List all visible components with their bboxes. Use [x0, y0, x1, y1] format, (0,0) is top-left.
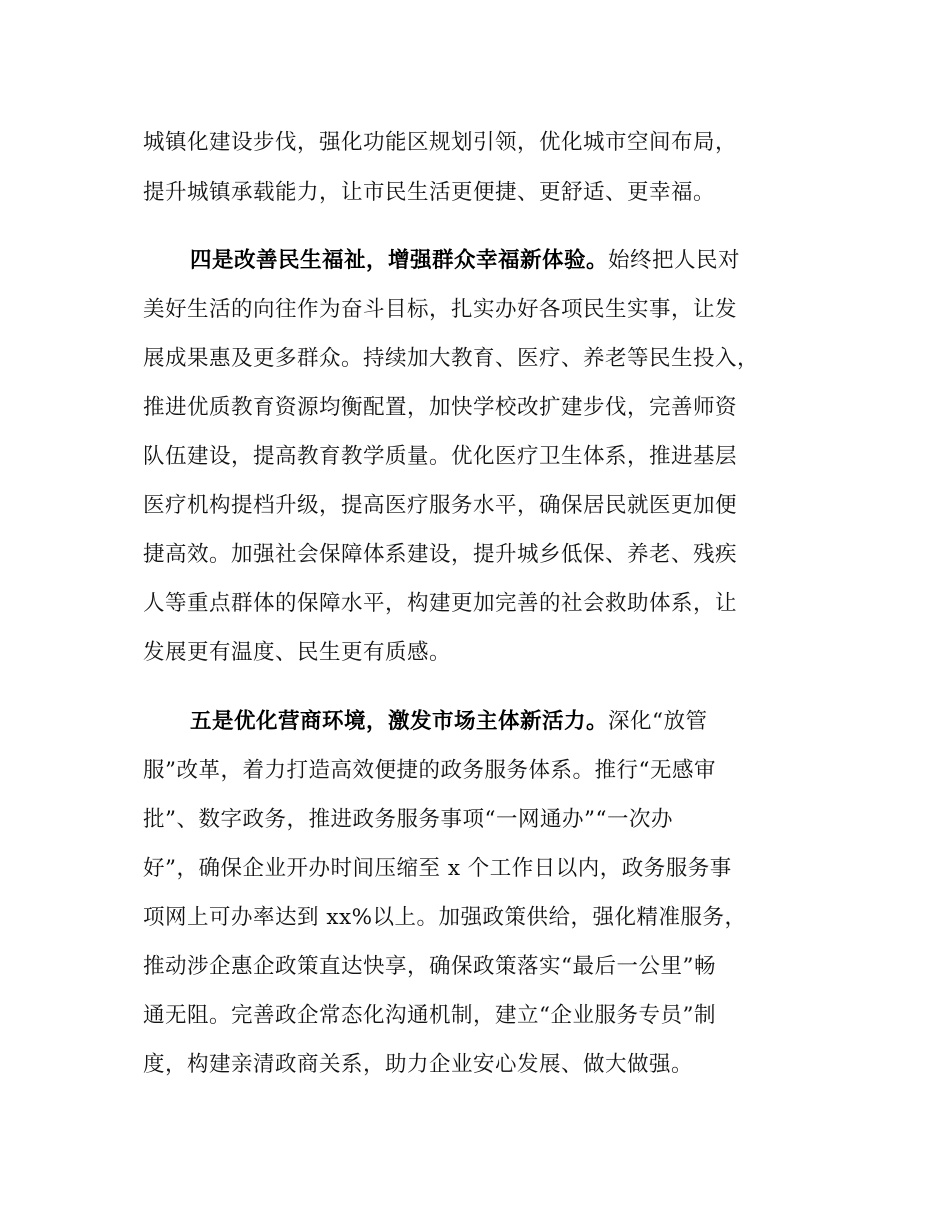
paragraph-4-first-line-rest: 始终把人民对 [608, 248, 741, 273]
text-line: 捷高效。加强社会保障体系建设，提升城乡低保、养老、残疾 [143, 542, 738, 567]
text-line: 发展更有温度、民生更有质感。 [143, 640, 452, 665]
text-line: 通无阻。完善政企常态化沟通机制，建立“企业服务专员”制 [143, 1003, 716, 1028]
text-line: 人等重点群体的保障水平，构建更加完善的社会救助体系，让 [143, 591, 738, 616]
text-line: 美好生活的向往作为奋斗目标，扎实办好各项民生实事，让发 [143, 297, 738, 322]
text-line: 队伍建设，提高教育教学质量。优化医疗卫生体系，推进基层 [143, 444, 738, 469]
text-line: 推动涉企惠企政策直达快享，确保政策落实“最后一公里”畅 [143, 954, 716, 979]
text-line: 批”、数字政务，推进政务服务事项“一网通办”“一次办 [143, 807, 673, 832]
paragraph-4-first-line [190, 241, 825, 281]
text-line: 展成果惠及更多群众。持续加大教育、医疗、养老等民生投入， [143, 346, 760, 371]
paragraph-5-heading: 五是优化营商环境，激发市场主体新活力。 [190, 709, 609, 734]
text-line: 项网上可办率达到 xx%以上。加强政策供给，强化精准服务， [143, 905, 747, 930]
text-line: 服”改革，着力打造高效便捷的政务服务体系。推行“无感审 [143, 758, 716, 783]
paragraph-5-first-line-rest: 深化“放管 [608, 709, 708, 734]
text-line: 医疗机构提档升级，提高医疗服务水平，确保居民就医更加便 [143, 493, 738, 518]
text-line: 推进优质教育资源均衡配置，加快学校改扩建步伐，完善师资 [143, 395, 738, 420]
text-line: 城镇化建设步伐，强化功能区规划引领，优化城市空间布局， [143, 130, 738, 155]
text-line: 好”，确保企业开办时间压缩至 x 个工作日以内，政务服务事 [143, 856, 732, 881]
text-line: 提升城镇承载能力，让市民生活更便捷、更舒适、更幸福。 [143, 180, 716, 205]
text-line: 度，构建亲清政商关系，助力企业安心发展、做大做强。 [143, 1052, 694, 1077]
paragraph-5-first-line [190, 702, 825, 742]
paragraph-4-heading: 四是改善民生福祉，增强群众幸福新体验。 [190, 248, 609, 273]
